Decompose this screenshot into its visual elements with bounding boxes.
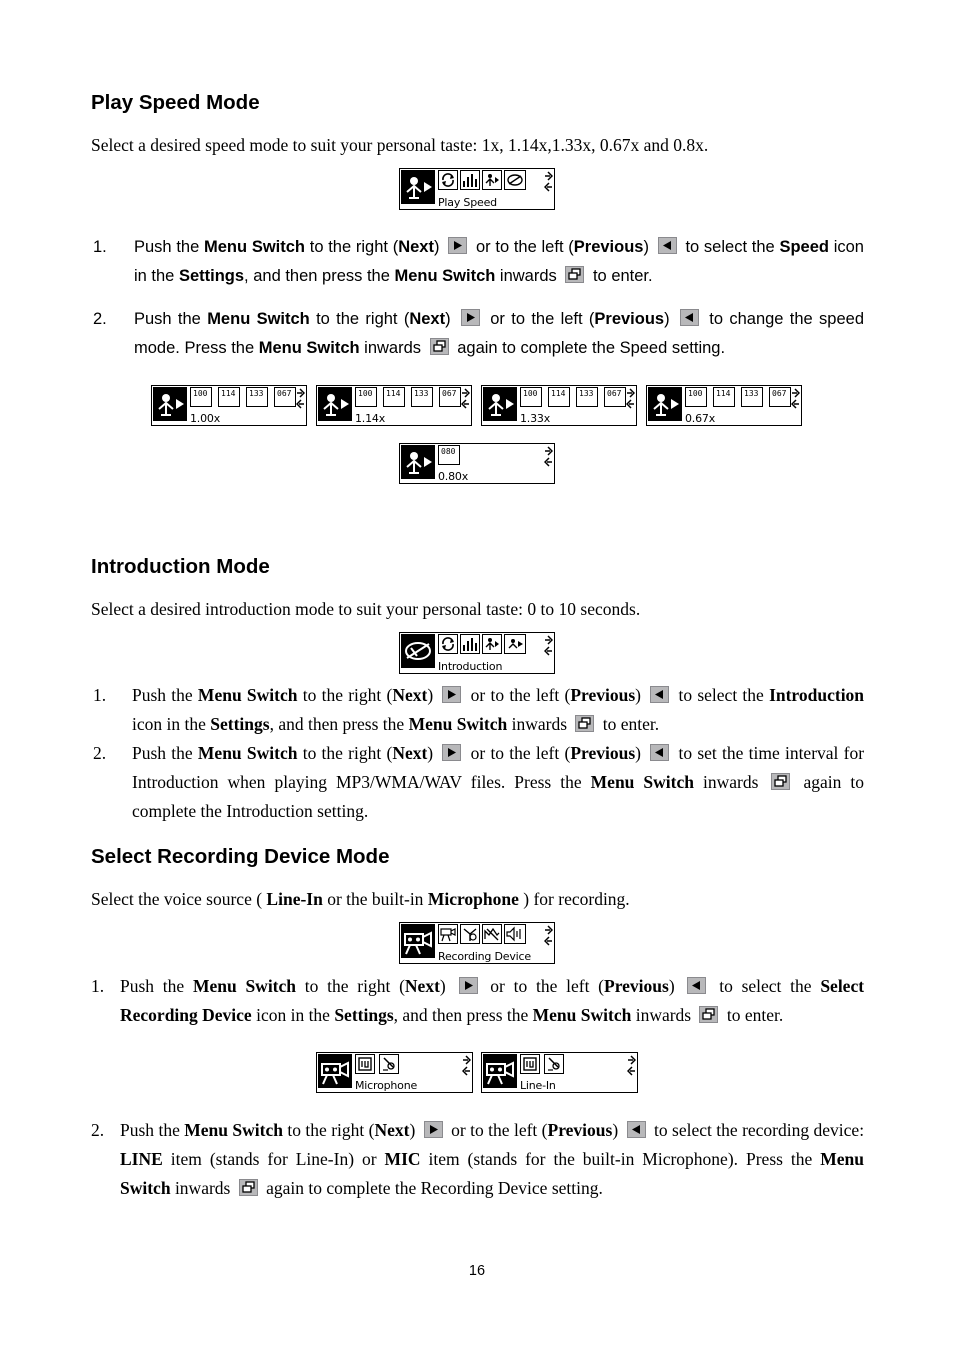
recording-device-icon [401, 924, 435, 958]
speed-value-sub-icon: 133 [411, 387, 433, 407]
step-number: 2. [93, 743, 107, 763]
introduction-step-2 [93, 739, 864, 829]
enter-inwards-icon [575, 715, 594, 732]
page-number: 16 [468, 1263, 486, 1279]
speed-option-screen [481, 385, 637, 426]
speed-value-label: 0.80x [438, 470, 469, 483]
up-down-arrows-icon [627, 1055, 636, 1077]
play-speed-step-2 [93, 305, 864, 365]
speed-value-sub-icon: 100 [685, 387, 707, 407]
speed-value-sub-icon: 080 [438, 445, 460, 465]
video-camera-sub-icon [438, 924, 458, 944]
speed-value-sub-icon: 067 [604, 387, 626, 407]
recording-intro: Select the voice source ( Line-In or the built-in Microphone ) for recording. [91, 889, 630, 909]
equalizer-icon [460, 170, 480, 190]
screen-label: Introduction [438, 660, 503, 673]
screen-label: Play Speed [438, 196, 497, 209]
recording-device-icon [483, 1054, 517, 1088]
play-speed-icon [401, 170, 435, 204]
recording-device-icon [318, 1054, 352, 1088]
heading-recording-device: Select Recording Device Mode [91, 845, 390, 868]
speed-value-label: 1.14x [355, 412, 386, 425]
next-arrow-icon [442, 744, 461, 761]
introduction-sub-icon [504, 170, 526, 190]
recording-step-1 [91, 972, 864, 1032]
speed-value-sub-icon: 100 [520, 387, 542, 407]
play-speed-icon [483, 387, 517, 421]
step-text: Push the Menu Switch to the right (Next) or to the left (Previous) to select the Speed icon in the Settings, and then press the Menu Switch inwards to enter. [134, 238, 864, 285]
step-number: 1. [93, 238, 107, 256]
speed-value-sub-icon: 133 [576, 387, 598, 407]
play-speed-icon [153, 387, 187, 421]
next-arrow-icon [442, 686, 461, 703]
play-speed-icon [648, 387, 682, 421]
play-speed-intro: Select a desired speed mode to suit your personal taste: 1x, 1.14x,1.33x, 0.67x and 0.8x. [91, 135, 709, 155]
equalizer-icon [460, 634, 480, 654]
microphone-sub-icon [379, 1054, 399, 1074]
introduction-icon [401, 634, 435, 668]
recording-device-label: Line-In [520, 1079, 556, 1092]
step-text: Push the Menu Switch to the right (Next) or to the left (Previous) to select the recording device: LINE item (stands for Line-In) or MIC item (stands for the built-in Microphone). Press the Menu Switch inwards again to complete the Recording Device setting. [120, 1120, 865, 1198]
previous-arrow-icon [627, 1121, 646, 1138]
play-speed-sub-icon [504, 634, 526, 654]
speed-value-label: 1.33x [520, 412, 551, 425]
up-down-arrows-icon [626, 388, 635, 410]
step-text: Push the Menu Switch to the right (Next) or to the left (Previous) to change the speed mode. Press the Menu Switch inwards again to complete the Speed setting. [134, 310, 865, 357]
recording-device-label: Microphone [355, 1079, 418, 1092]
line-in-sub-icon [520, 1054, 540, 1074]
screen-label: Recording Device [438, 950, 531, 963]
step-number: 1. [93, 685, 107, 705]
next-arrow-icon [461, 309, 480, 326]
speed-value-sub-icon: 133 [246, 387, 268, 407]
line-in-sub-icon [355, 1054, 375, 1074]
up-down-arrows-icon [462, 1055, 471, 1077]
recording-step-2 [91, 1116, 864, 1236]
microphone-sub-icon [544, 1054, 564, 1074]
speed-value-sub-icon: 114 [383, 387, 405, 407]
repeat-icon [438, 170, 458, 190]
step-text: Push the Menu Switch to the right (Next) or to the left (Previous) to set the time interval for Introduction when playing MP3/WMA/WAV files. Press the Menu Switch inwards again to complete the Introduction setting. [132, 743, 865, 821]
speed-option-screen [399, 443, 555, 484]
play-speed-settings-screen [399, 168, 555, 210]
recording-device-option-screen [481, 1052, 638, 1093]
repeat-icon [438, 634, 458, 654]
heading-play-speed: Play Speed Mode [91, 91, 260, 114]
play-speed-step-1 [93, 233, 864, 293]
up-down-arrows-icon [461, 388, 470, 410]
next-arrow-icon [459, 977, 478, 994]
speed-value-sub-icon: 114 [713, 387, 735, 407]
speed-sub-icon [482, 634, 502, 654]
speed-value-sub-icon: 100 [355, 387, 377, 407]
previous-arrow-icon [650, 744, 669, 761]
introduction-settings-screen [399, 632, 555, 674]
speed-value-sub-icon: 067 [769, 387, 791, 407]
up-down-arrows-icon [544, 925, 553, 947]
step-number: 2. [91, 1120, 105, 1140]
up-down-arrows-icon [296, 388, 305, 410]
play-speed-icon [401, 445, 435, 479]
step-number: 1. [91, 976, 105, 996]
previous-arrow-icon [650, 686, 669, 703]
speed-value-sub-icon: 114 [548, 387, 570, 407]
speed-value-sub-icon: 100 [190, 387, 212, 407]
delete-sub-icon [482, 924, 502, 944]
next-arrow-icon [448, 237, 467, 254]
up-down-arrows-icon [791, 388, 800, 410]
speed-value-sub-icon: 114 [218, 387, 240, 407]
enter-inwards-icon [699, 1006, 718, 1023]
speed-value-label: 1.00x [190, 412, 221, 425]
up-down-arrows-icon [544, 446, 553, 468]
step-text: Push the Menu Switch to the right (Next) or to the left (Previous) to select the Select Recording Device icon in the Settings, and then press the Menu Switch inwards to enter. [120, 976, 865, 1025]
speed-option-screen [151, 385, 307, 426]
volume-sub-icon [504, 924, 526, 944]
previous-arrow-icon [658, 237, 677, 254]
recording-device-settings-screen [399, 922, 555, 964]
speed-value-sub-icon: 067 [439, 387, 461, 407]
introduction-intro: Select a desired introduction mode to suit your personal taste: 0 to 10 seconds. [91, 599, 641, 619]
speed-option-screen [316, 385, 472, 426]
enter-inwards-icon [239, 1179, 258, 1196]
enter-inwards-icon [430, 338, 449, 355]
speed-option-screen [646, 385, 802, 426]
up-down-arrows-icon [544, 171, 553, 193]
step-text: Push the Menu Switch to the right (Next) or to the left (Previous) to select the Introduction icon in the Settings, and then press the Menu Switch inwards to enter. [132, 685, 865, 734]
recording-device-option-screen [316, 1052, 473, 1093]
speed-value-label: 0.67x [685, 412, 716, 425]
step-number: 2. [93, 310, 107, 328]
speed-value-sub-icon: 067 [274, 387, 296, 407]
next-arrow-icon [424, 1121, 443, 1138]
enter-inwards-icon [771, 773, 790, 790]
speed-sub-icon [482, 170, 502, 190]
introduction-step-1 [93, 681, 864, 741]
previous-arrow-icon [687, 977, 706, 994]
up-down-arrows-icon [544, 635, 553, 657]
settings-sub-icon [460, 924, 480, 944]
speed-value-sub-icon: 133 [741, 387, 763, 407]
enter-inwards-icon [565, 266, 584, 283]
play-speed-icon [318, 387, 352, 421]
previous-arrow-icon [680, 309, 699, 326]
heading-introduction: Introduction Mode [91, 555, 270, 578]
